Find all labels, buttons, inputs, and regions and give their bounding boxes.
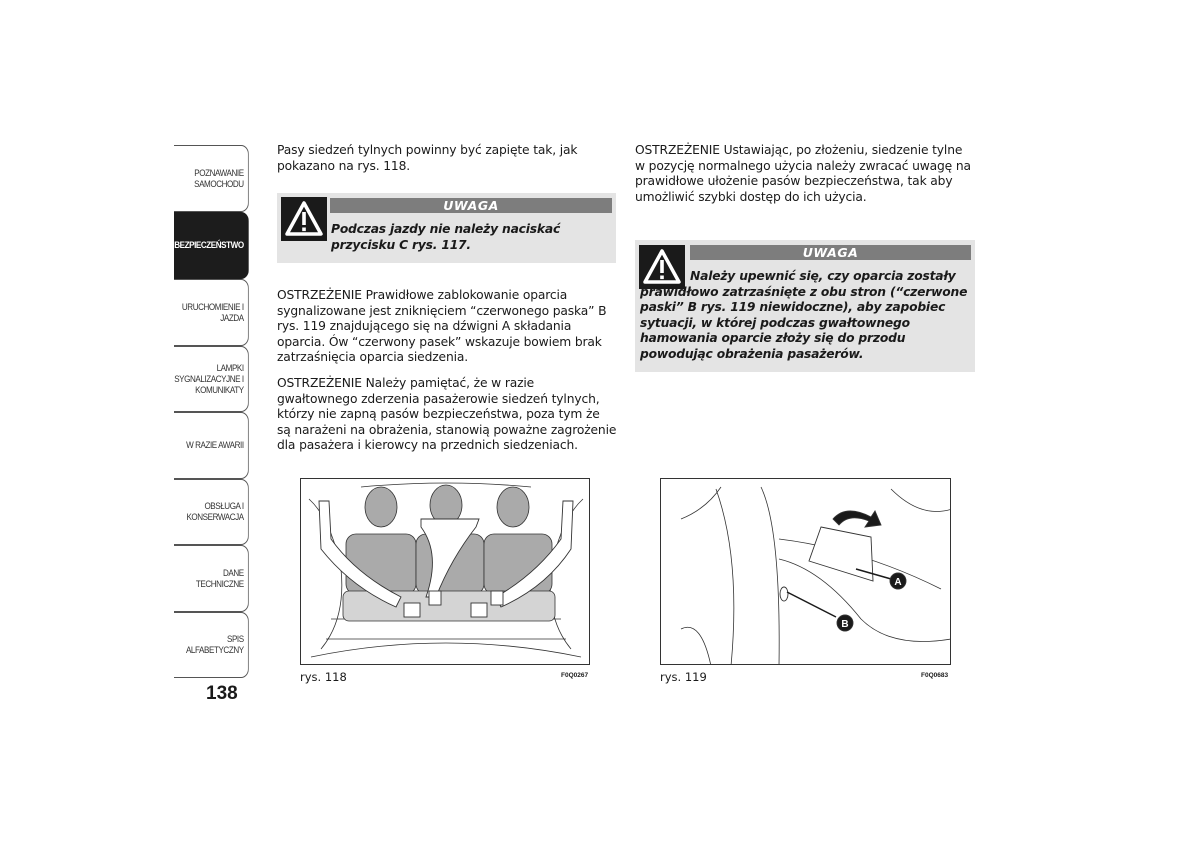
- tab-w-razie-awarii[interactable]: [174, 412, 249, 479]
- warning-box: [635, 240, 975, 372]
- seat-lever-illustration: [661, 479, 951, 665]
- tab-label: URUCHOMIENIE I JAZDA: [181, 301, 244, 324]
- tab-lampki-sygnalizacyjne[interactable]: [174, 346, 249, 412]
- warning-header: UWAGA: [330, 198, 612, 213]
- callout-label-a: A: [894, 577, 902, 588]
- figure-code: F0Q0683: [921, 672, 949, 679]
- paragraph: OSTRZEŻENIE Ustawiając, po złożeniu, siedzenie tylne w pozycję normalnego użycia należy zwracać uwagę na prawidłowe ułożenie pasów bezpieczeństwa, tak aby umożliwić szybki dostęp do ich użycia.: [635, 143, 971, 204]
- figure-caption: rys. 118: [300, 670, 347, 684]
- tab-uruchomienie-i-jazda[interactable]: [174, 279, 249, 346]
- tab-label: W RAZIE AWARII: [186, 440, 244, 451]
- left-column-bottom: [277, 288, 617, 464]
- tab-label: DANE TECHNICZNE: [195, 567, 244, 590]
- figure-caption: rys. 119: [660, 670, 707, 684]
- paragraph: OSTRZEŻENIE Prawidłowe zablokowanie oparcia sygnalizowane jest zniknięciem “czerwonego paska” B rys. 119 znajdującego się na dźwigni A składania oparcia. Ów “czerwony pasek” wskazuje bowiem brak zatrzaśnięcia oparcia siedzenia.: [277, 288, 607, 365]
- tab-label: LAMPKI SYGNALIZACYJNE I KOMUNIKATY: [174, 362, 244, 396]
- left-column-top: [277, 143, 617, 184]
- rear-seat-belts-illustration: [301, 479, 590, 665]
- tab-label: OBSŁUGA I KONSERWACJA: [186, 501, 244, 523]
- warning-box: [277, 193, 616, 263]
- tab-spis-alfabetyczny[interactable]: [174, 612, 249, 678]
- warning-text: Podczas jazdy nie należy naciskać przycisku C rys. 117.: [331, 222, 561, 252]
- warning-triangle-icon: [281, 197, 327, 241]
- warning-text: Należy upewnić się, czy oparcia zostały prawidłowo zatrzaśnięte z obu stron (“czerwone paski” B rys. 119 niewidoczne), aby zapobiec sytuacji, w której podczas gwałtownego hamowania oparcie złoży się do przodu powodując obrażenia pasażerów.: [640, 269, 968, 361]
- tab-dane-techniczne[interactable]: [174, 545, 249, 612]
- callout-label-b: B: [841, 619, 849, 630]
- tab-poznawanie-samochodu[interactable]: [174, 145, 249, 212]
- tab-bezpieczenstwo[interactable]: [174, 212, 249, 279]
- figure-rear-seat-belts: [300, 478, 590, 665]
- tab-label: POZNAWANIE SAMOCHODU: [194, 167, 244, 190]
- figure-seat-lever: [660, 478, 951, 665]
- tab-label: SPIS ALFABETYCZNY: [185, 634, 244, 656]
- right-column-top: [635, 143, 975, 215]
- tab-label: BEZPIECZEŃSTWO: [174, 240, 244, 251]
- page-number: 138: [206, 683, 238, 704]
- tab-obsluga-i-konserwacja[interactable]: [174, 479, 249, 545]
- paragraph: Pasy siedzeń tylnych powinny być zapięte tak, jak pokazano na rys. 118.: [277, 143, 578, 173]
- warning-header: UWAGA: [690, 245, 971, 260]
- paragraph: OSTRZEŻENIE Należy pamiętać, że w razie gwałtownego zderzenia pasażerowie siedzeń tylnych, którzy nie zapną pasów bezpieczeństwa, poza tym że są narażeni na obrażenia, stanowią poważne zagrożenie dla pasażera i kierowcy na przednich siedzeniach.: [277, 375, 617, 453]
- figure-code: F0Q0267: [561, 672, 589, 679]
